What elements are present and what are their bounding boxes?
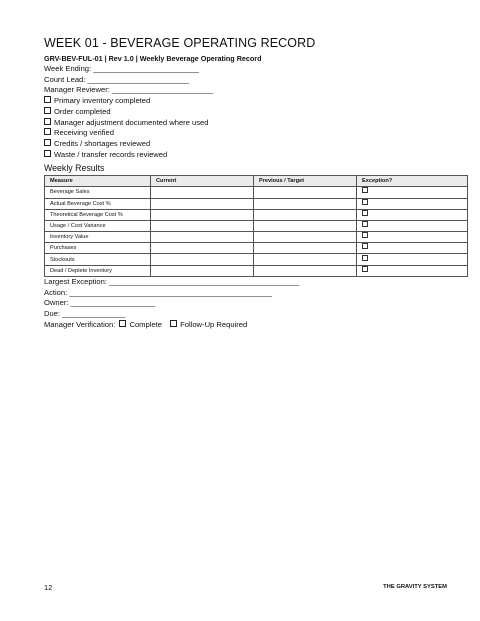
footer-brand: THE GRAVITY SYSTEM	[383, 584, 447, 590]
column-header: Previous / Target	[254, 176, 357, 187]
checklist-item[interactable]	[44, 128, 448, 139]
table-row	[45, 232, 468, 243]
checkbox-icon[interactable]	[362, 255, 368, 261]
table-row	[45, 187, 468, 198]
table-row	[45, 198, 468, 209]
previous-target-cell[interactable]	[254, 254, 357, 265]
table-row	[45, 265, 468, 276]
measure-cell: Theoretical Beverage Cost %	[45, 209, 151, 220]
checkbox-icon[interactable]	[362, 243, 368, 249]
checkbox-icon[interactable]	[44, 107, 51, 114]
exception-cell	[357, 243, 468, 254]
largest-exception-field[interactable]: Largest Exception: _____________________________________________	[44, 276, 300, 286]
manager-verification	[44, 320, 448, 331]
checkbox-icon[interactable]	[44, 96, 51, 103]
current-cell[interactable]	[151, 243, 254, 254]
exception-cell	[357, 232, 468, 243]
measure-cell: Beverage Sales	[45, 187, 151, 198]
checkbox-icon[interactable]	[44, 118, 51, 125]
manager-reviewer-field[interactable]: Manager Reviewer: ________________________	[44, 85, 214, 95]
current-cell[interactable]	[151, 220, 254, 231]
followup-section	[44, 277, 448, 331]
exception-cell	[357, 198, 468, 209]
table-row	[45, 243, 468, 254]
current-cell[interactable]	[151, 265, 254, 276]
checkbox-icon[interactable]	[119, 320, 126, 327]
checkbox-icon[interactable]	[170, 320, 177, 327]
checkbox-icon[interactable]	[44, 139, 51, 146]
exception-cell	[357, 265, 468, 276]
owner-field[interactable]: Owner: ____________________	[44, 298, 156, 308]
checklist-item[interactable]	[44, 150, 448, 161]
measure-cell: Usage / Cost Variance	[45, 220, 151, 231]
checklist-label: Credits / shortages reviewed	[54, 138, 151, 148]
measure-cell: Dead / Deplete Inventory	[45, 265, 151, 276]
current-cell[interactable]	[151, 198, 254, 209]
verification-complete-label: Complete	[129, 319, 162, 329]
previous-target-cell[interactable]	[254, 220, 357, 231]
verification-label: Manager Verification:	[44, 319, 116, 329]
due-field[interactable]: Due: _______________	[44, 308, 126, 318]
checklist	[44, 96, 448, 160]
week-ending-field[interactable]: Week Ending: _________________________	[44, 64, 199, 73]
previous-target-cell[interactable]	[254, 232, 357, 243]
checkbox-icon[interactable]	[362, 266, 368, 272]
measure-cell: Actual Beverage Cost %	[45, 198, 151, 209]
measure-cell: Purchases	[45, 243, 151, 254]
table-row	[45, 220, 468, 231]
previous-target-cell[interactable]	[254, 209, 357, 220]
checkbox-icon[interactable]	[362, 187, 368, 193]
checklist-label: Receiving verified	[54, 128, 114, 138]
exception-cell	[357, 254, 468, 265]
checkbox-icon[interactable]	[44, 150, 51, 157]
weekly-results-table	[44, 175, 468, 277]
exception-cell	[357, 220, 468, 231]
table-row	[45, 209, 468, 220]
record-page	[44, 36, 448, 330]
action-field[interactable]: Action: ________________________________________________	[44, 287, 273, 297]
verification-followup-label: Follow-Up Required	[180, 319, 248, 329]
exception-cell	[357, 187, 468, 198]
column-header: Measure	[45, 176, 151, 187]
checklist-label: Waste / transfer records reviewed	[54, 149, 168, 159]
table-header-row	[45, 176, 468, 187]
checklist-item[interactable]	[44, 107, 448, 118]
checklist-label: Manager adjustment documented where used	[54, 117, 209, 127]
weekly-results-heading: Weekly Results	[44, 163, 105, 174]
checklist-item[interactable]	[44, 96, 448, 107]
checklist-label: Primary inventory completed	[54, 96, 151, 106]
checkbox-icon[interactable]	[44, 128, 51, 135]
current-cell[interactable]	[151, 209, 254, 220]
checklist-item[interactable]	[44, 118, 448, 129]
previous-target-cell[interactable]	[254, 243, 357, 254]
checkbox-icon[interactable]	[362, 232, 368, 238]
page-title: WEEK 01 - BEVERAGE OPERATING RECORD	[44, 36, 316, 50]
checklist-label: Order completed	[54, 106, 111, 116]
previous-target-cell[interactable]	[254, 265, 357, 276]
checklist-item[interactable]	[44, 139, 448, 150]
measure-cell: Inventory Value	[45, 232, 151, 243]
current-cell[interactable]	[151, 187, 254, 198]
checkbox-icon[interactable]	[362, 199, 368, 205]
checkbox-icon[interactable]	[362, 221, 368, 227]
current-cell[interactable]	[151, 254, 254, 265]
measure-cell: Stockouts	[45, 254, 151, 265]
document-subtitle: GRV-BEV-FUL-01 | Rev 1.0 | Weekly Beverage Operating Record	[44, 54, 262, 63]
checkbox-icon[interactable]	[362, 210, 368, 216]
previous-target-cell[interactable]	[254, 198, 357, 209]
column-header: Exception?	[357, 176, 468, 187]
exception-cell	[357, 209, 468, 220]
column-header: Current	[151, 176, 254, 187]
page-number: 12	[44, 583, 53, 592]
table-row	[45, 254, 468, 265]
count-lead-field[interactable]: Count Lead: ________________________	[44, 74, 189, 84]
current-cell[interactable]	[151, 232, 254, 243]
previous-target-cell[interactable]	[254, 187, 357, 198]
